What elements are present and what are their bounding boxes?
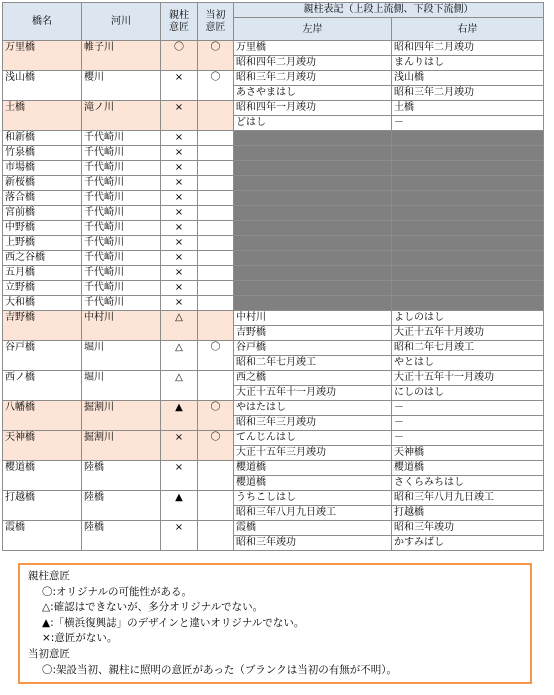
cell-bridge-name: 大和橋 xyxy=(3,296,82,311)
cell-initial-design xyxy=(198,236,234,251)
cell-pillar-design: × xyxy=(161,191,198,206)
cell-bridge-name: 新桜橋 xyxy=(3,176,82,191)
cell-initial-design xyxy=(198,491,234,521)
cell-river: 千代崎川 xyxy=(82,176,161,191)
header-pillar-design-text: 親柱 意匠 xyxy=(169,9,189,33)
cell-left-bank-downstream: 昭和三年竣功 xyxy=(234,536,392,551)
cell-right-bank-upstream: 昭和四年二月竣功 xyxy=(392,41,544,56)
cell-bridge-name: 和新橋 xyxy=(3,131,82,146)
cell-right-bank-downstream: さくらみちはし xyxy=(392,476,544,491)
cell-right-bank xyxy=(392,266,544,281)
cell-initial-design: 〇 xyxy=(198,341,234,371)
cell-river: 堀川 xyxy=(82,341,161,371)
cell-left-bank-downstream: 昭和三年三月竣功 xyxy=(234,416,392,431)
cell-left-bank-upstream: 中村川 xyxy=(234,311,392,326)
cell-left-bank-downstream: どはし xyxy=(234,116,392,131)
header-initial-design-text: 当初 意匠 xyxy=(205,9,226,33)
cell-left-bank xyxy=(234,146,392,161)
cell-river: 千代崎川 xyxy=(82,266,161,281)
cell-right-bank-upstream: 櫻道橋 xyxy=(392,461,544,476)
cell-pillar-design: ▲ xyxy=(161,491,198,521)
cell-left-bank xyxy=(234,191,392,206)
legend-item-not-original: ▲:「横浜復興誌」のデザインと違いオリジナルでない。 xyxy=(42,616,305,629)
cell-bridge-name: 谷戸橋 xyxy=(3,341,82,371)
cell-left-bank xyxy=(234,296,392,311)
cell-initial-design: 〇 xyxy=(198,41,234,71)
cell-bridge-name: 竹泉橋 xyxy=(3,146,82,161)
cell-bridge-name: 万里橋 xyxy=(3,41,82,71)
legend-box xyxy=(18,563,532,684)
cell-initial-design: 〇 xyxy=(198,71,234,101)
cell-right-bank xyxy=(392,296,544,311)
cell-initial-design xyxy=(198,311,234,341)
cell-right-bank-downstream: まんりはし xyxy=(392,56,544,71)
cell-river: 陸橋 xyxy=(82,461,161,491)
cell-right-bank xyxy=(392,206,544,221)
cell-left-bank xyxy=(234,251,392,266)
legend-item-no-design: ×:意匠がない。 xyxy=(42,632,118,645)
cell-bridge-name: 八幡橋 xyxy=(3,401,82,431)
cell-initial-design xyxy=(198,296,234,311)
header-inscription: 親柱表記（上段上流側、下段下流側） xyxy=(234,3,544,18)
table-row xyxy=(3,431,544,446)
cell-bridge-name: 土橋 xyxy=(3,101,82,131)
cell-left-bank-downstream: 昭和三年八月九日竣工 xyxy=(234,506,392,521)
cell-initial-design xyxy=(198,206,234,221)
table-row xyxy=(3,251,544,266)
cell-bridge-name: 霞橋 xyxy=(3,521,82,551)
table-row xyxy=(3,161,544,176)
cell-pillar-design: 〇 xyxy=(161,41,198,71)
cell-pillar-design: × xyxy=(161,71,198,101)
cell-river: 千代崎川 xyxy=(82,191,161,206)
cell-river: 千代崎川 xyxy=(82,296,161,311)
cell-right-bank-downstream: － xyxy=(392,116,544,131)
cell-river: 千代崎川 xyxy=(82,206,161,221)
cell-left-bank xyxy=(234,281,392,296)
cell-left-bank-downstream: 昭和二年七月竣工 xyxy=(234,356,392,371)
table-row xyxy=(3,311,544,326)
table-row xyxy=(3,461,544,476)
table-row xyxy=(3,206,544,221)
table-row xyxy=(3,236,544,251)
cell-right-bank-upstream: － xyxy=(392,401,544,416)
table-row xyxy=(3,266,544,281)
cell-right-bank xyxy=(392,236,544,251)
cell-pillar-design: × xyxy=(161,161,198,176)
cell-pillar-design: × xyxy=(161,281,198,296)
header-bridge-name: 橋名 xyxy=(3,3,82,41)
table-row xyxy=(3,371,544,386)
cell-pillar-design: ▲ xyxy=(161,401,198,431)
header-row-1 xyxy=(3,3,544,18)
table-row xyxy=(3,491,544,506)
cell-river: 千代崎川 xyxy=(82,236,161,251)
cell-bridge-name: 浅山橋 xyxy=(3,71,82,101)
header-right-bank: 右岸 xyxy=(392,18,544,41)
cell-pillar-design: × xyxy=(161,206,198,221)
cell-left-bank xyxy=(234,131,392,146)
cell-river: 滝ノ川 xyxy=(82,101,161,131)
cell-initial-design xyxy=(198,251,234,266)
cell-pillar-design: × xyxy=(161,176,198,191)
cell-right-bank-downstream: － xyxy=(392,416,544,431)
cell-bridge-name: 宮前橋 xyxy=(3,206,82,221)
table-row xyxy=(3,341,544,356)
cell-left-bank-downstream: あさやまはし xyxy=(234,86,392,101)
cell-pillar-design: △ xyxy=(161,371,198,401)
cell-right-bank-upstream: 昭和二年七月竣工 xyxy=(392,341,544,356)
cell-left-bank xyxy=(234,206,392,221)
cell-pillar-design: × xyxy=(161,461,198,491)
cell-right-bank xyxy=(392,131,544,146)
legend-initial-item: 〇:架設当初、親柱に照明の意匠があった（ブランクは当初の有無が不明）。 xyxy=(42,663,397,676)
table-row xyxy=(3,281,544,296)
header-river: 河川 xyxy=(82,3,161,41)
cell-left-bank-upstream: 霞橋 xyxy=(234,521,392,536)
cell-initial-design xyxy=(198,461,234,491)
cell-initial-design xyxy=(198,371,234,401)
cell-pillar-design: × xyxy=(161,431,198,461)
cell-left-bank xyxy=(234,266,392,281)
cell-left-bank-upstream: やはたはし xyxy=(234,401,392,416)
cell-bridge-name: 吉野橋 xyxy=(3,311,82,341)
cell-pillar-design: × xyxy=(161,236,198,251)
cell-right-bank-downstream: 天神橋 xyxy=(392,446,544,461)
cell-right-bank-downstream: かすみばし xyxy=(392,536,544,551)
table-row xyxy=(3,296,544,311)
cell-initial-design xyxy=(198,281,234,296)
cell-left-bank-downstream: 昭和四年二月竣功 xyxy=(234,56,392,71)
cell-initial-design xyxy=(198,176,234,191)
cell-right-bank xyxy=(392,221,544,236)
cell-initial-design: 〇 xyxy=(198,401,234,431)
cell-bridge-name: 櫻道橋 xyxy=(3,461,82,491)
cell-initial-design xyxy=(198,221,234,236)
cell-bridge-name: 西之谷橋 xyxy=(3,251,82,266)
cell-bridge-name: 中野橋 xyxy=(3,221,82,236)
cell-right-bank-downstream: 大正十五年十月竣功 xyxy=(392,326,544,341)
cell-right-bank-upstream: － xyxy=(392,431,544,446)
cell-river: 帷子川 xyxy=(82,41,161,71)
cell-left-bank-downstream: 大正十五年十一月竣功 xyxy=(234,386,392,401)
cell-bridge-name: 打越橋 xyxy=(3,491,82,521)
cell-initial-design: 〇 xyxy=(198,431,234,461)
cell-bridge-name: 市場橋 xyxy=(3,161,82,176)
cell-river: 千代崎川 xyxy=(82,251,161,266)
cell-pillar-design: × xyxy=(161,251,198,266)
legend-pillar-title: 親柱意匠 xyxy=(28,570,70,582)
header-left-bank: 左岸 xyxy=(234,18,392,41)
cell-river: 千代崎川 xyxy=(82,146,161,161)
legend-item-probably-not: △:確認はできないが、多分オリジナルでない。 xyxy=(42,601,264,614)
cell-initial-design xyxy=(198,266,234,281)
cell-left-bank-upstream: 西之橋 xyxy=(234,371,392,386)
cell-river: 千代崎川 xyxy=(82,221,161,236)
cell-pillar-design: × xyxy=(161,146,198,161)
cell-initial-design xyxy=(198,521,234,551)
cell-left-bank xyxy=(234,236,392,251)
cell-right-bank-upstream: 浅山橋 xyxy=(392,71,544,86)
cell-right-bank-upstream: 大正十五年十一月竣功 xyxy=(392,371,544,386)
cell-river: 千代崎川 xyxy=(82,281,161,296)
cell-left-bank xyxy=(234,176,392,191)
cell-left-bank-downstream: 吉野橋 xyxy=(234,326,392,341)
cell-right-bank xyxy=(392,161,544,176)
cell-river: 陸橋 xyxy=(82,521,161,551)
cell-right-bank-upstream: よしのはし xyxy=(392,311,544,326)
cell-left-bank-downstream: 大正十五年三月竣功 xyxy=(234,446,392,461)
cell-right-bank xyxy=(392,146,544,161)
cell-river: 櫻川 xyxy=(82,71,161,101)
cell-pillar-design: × xyxy=(161,101,198,131)
cell-right-bank-downstream: 昭和三年二月竣功 xyxy=(392,86,544,101)
cell-river: 掘割川 xyxy=(82,431,161,461)
cell-left-bank-downstream: 櫻道橋 xyxy=(234,476,392,491)
table-row xyxy=(3,71,544,86)
header-initial-design xyxy=(198,3,234,41)
cell-right-bank-downstream: にしのはし xyxy=(392,386,544,401)
cell-right-bank xyxy=(392,251,544,266)
cell-initial-design xyxy=(198,191,234,206)
cell-left-bank-upstream: 昭和四年一月竣功 xyxy=(234,101,392,116)
cell-pillar-design: △ xyxy=(161,341,198,371)
cell-river: 堀川 xyxy=(82,371,161,401)
cell-pillar-design: × xyxy=(161,521,198,551)
cell-right-bank-upstream: 昭和三年八月九日竣工 xyxy=(392,491,544,506)
cell-right-bank xyxy=(392,281,544,296)
cell-left-bank-upstream: 昭和三年二月竣功 xyxy=(234,71,392,86)
cell-pillar-design: × xyxy=(161,296,198,311)
cell-bridge-name: 五月橋 xyxy=(3,266,82,281)
cell-right-bank xyxy=(392,191,544,206)
table-row xyxy=(3,221,544,236)
table-row xyxy=(3,521,544,536)
cell-pillar-design: × xyxy=(161,266,198,281)
cell-bridge-name: 上野橋 xyxy=(3,236,82,251)
cell-river: 陸橋 xyxy=(82,491,161,521)
table-row xyxy=(3,401,544,416)
cell-left-bank-upstream: 万里橋 xyxy=(234,41,392,56)
cell-left-bank-upstream: うちこしはし xyxy=(234,491,392,506)
cell-river: 千代崎川 xyxy=(82,161,161,176)
cell-left-bank-upstream: てんじんはし xyxy=(234,431,392,446)
cell-bridge-name: 西ノ橋 xyxy=(3,371,82,401)
cell-right-bank xyxy=(392,176,544,191)
cell-right-bank-downstream: やとはし xyxy=(392,356,544,371)
cell-river: 中村川 xyxy=(82,311,161,341)
cell-left-bank xyxy=(234,161,392,176)
table-body xyxy=(3,3,544,551)
table-row xyxy=(3,176,544,191)
cell-bridge-name: 天神橋 xyxy=(3,431,82,461)
table-row xyxy=(3,146,544,161)
header-pillar-design xyxy=(161,3,198,41)
cell-river: 千代崎川 xyxy=(82,131,161,146)
cell-river: 掘割川 xyxy=(82,401,161,431)
cell-initial-design xyxy=(198,131,234,146)
cell-initial-design xyxy=(198,146,234,161)
bridge-table xyxy=(2,2,544,551)
legend-item-original: 〇:オリジナルの可能性がある。 xyxy=(42,585,193,598)
cell-right-bank-downstream: 打越橋 xyxy=(392,506,544,521)
table-row xyxy=(3,191,544,206)
legend-initial-title: 当初意匠 xyxy=(28,647,70,660)
cell-bridge-name: 立野橋 xyxy=(3,281,82,296)
table-row xyxy=(3,101,544,116)
table-row xyxy=(3,131,544,146)
cell-bridge-name: 落合橋 xyxy=(3,191,82,206)
cell-initial-design xyxy=(198,101,234,131)
cell-pillar-design: × xyxy=(161,131,198,146)
cell-initial-design xyxy=(198,161,234,176)
cell-left-bank-upstream: 谷戸橋 xyxy=(234,341,392,356)
cell-right-bank-upstream: 土橋 xyxy=(392,101,544,116)
cell-pillar-design: △ xyxy=(161,311,198,341)
cell-right-bank-upstream: 昭和三年竣功 xyxy=(392,521,544,536)
cell-left-bank-upstream: 櫻道橋 xyxy=(234,461,392,476)
cell-left-bank xyxy=(234,221,392,236)
cell-pillar-design: × xyxy=(161,221,198,236)
table-row xyxy=(3,41,544,56)
